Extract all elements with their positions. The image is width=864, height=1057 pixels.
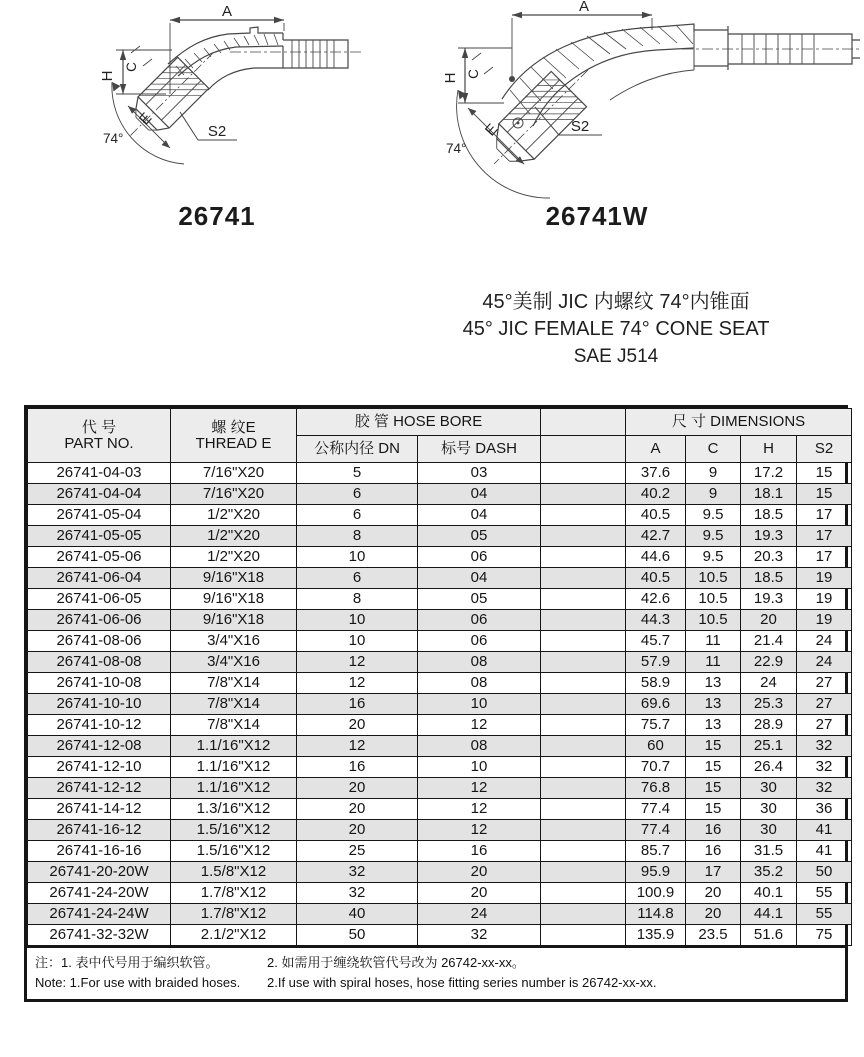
cell-dim-a: 77.4 bbox=[626, 799, 686, 820]
table-row bbox=[28, 463, 852, 484]
footnotes bbox=[27, 946, 845, 999]
cell-dim-a: 58.9 bbox=[626, 673, 686, 694]
cell-thread: 2.1/2"X12 bbox=[171, 925, 297, 946]
cell-dash: 10 bbox=[418, 757, 541, 778]
table-row bbox=[28, 526, 852, 547]
cell-dash: 03 bbox=[418, 463, 541, 484]
model-label-26741w: 26741W bbox=[545, 201, 649, 231]
header-dimensions: 尺 寸 DIMENSIONS bbox=[626, 409, 852, 436]
cell-dim-s2: 41 bbox=[797, 820, 852, 841]
cell-part-no: 26741-12-12 bbox=[28, 778, 171, 799]
cell-dim-c: 9.5 bbox=[686, 526, 741, 547]
cell-dash: 08 bbox=[418, 652, 541, 673]
cell-dim-c: 20 bbox=[686, 883, 741, 904]
table-row bbox=[28, 673, 852, 694]
cell-dim-a: 135.9 bbox=[626, 925, 686, 946]
cell-part-no: 26741-20-20W bbox=[28, 862, 171, 883]
cell-dim-s2: 55 bbox=[797, 904, 852, 925]
cell-dim-s2: 17 bbox=[797, 547, 852, 568]
cell-dim-c: 15 bbox=[686, 778, 741, 799]
cell-dash: 32 bbox=[418, 925, 541, 946]
cell-part-no: 26741-10-12 bbox=[28, 715, 171, 736]
footnote-cn bbox=[35, 953, 837, 973]
cell-dash: 04 bbox=[418, 568, 541, 589]
cell-dim-s2: 15 bbox=[797, 484, 852, 505]
cell-dim-s2: 32 bbox=[797, 736, 852, 757]
table-row bbox=[28, 484, 852, 505]
cell-dim-h: 30 bbox=[741, 799, 797, 820]
footnote-en bbox=[35, 973, 837, 993]
cell-thread: 1.1/16"X12 bbox=[171, 778, 297, 799]
dim-label-e: E bbox=[135, 109, 156, 129]
cell-dn: 10 bbox=[297, 547, 418, 568]
cell-dim-h: 40.1 bbox=[741, 883, 797, 904]
cell-dim-a: 60 bbox=[626, 736, 686, 757]
cell-part-no: 26741-06-04 bbox=[28, 568, 171, 589]
cell-dim-s2: 50 bbox=[797, 862, 852, 883]
cell-dim-s2: 32 bbox=[797, 778, 852, 799]
table-row bbox=[28, 589, 852, 610]
header-row-1 bbox=[28, 409, 852, 436]
cell-thread: 3/4"X16 bbox=[171, 631, 297, 652]
cell-part-no: 26741-05-05 bbox=[28, 526, 171, 547]
cell-dim-a: 37.6 bbox=[626, 463, 686, 484]
fitting-outline-26741 bbox=[112, 20, 362, 164]
cell-spacer bbox=[541, 862, 626, 883]
cell-spacer bbox=[541, 526, 626, 547]
cell-thread: 7/8"X14 bbox=[171, 715, 297, 736]
cell-spacer bbox=[541, 547, 626, 568]
cell-part-no: 26741-04-04 bbox=[28, 484, 171, 505]
cell-dim-a: 44.3 bbox=[626, 610, 686, 631]
cell-dim-h: 18.5 bbox=[741, 505, 797, 526]
cell-spacer bbox=[541, 463, 626, 484]
dim-label-a: A bbox=[221, 3, 233, 20]
cell-part-no: 26741-05-06 bbox=[28, 547, 171, 568]
cell-dash: 06 bbox=[418, 631, 541, 652]
cell-dn: 12 bbox=[297, 673, 418, 694]
cell-dim-h: 17.2 bbox=[741, 463, 797, 484]
cell-dash: 06 bbox=[418, 547, 541, 568]
cell-dim-c: 16 bbox=[686, 820, 741, 841]
cell-thread: 1.5/16"X12 bbox=[171, 820, 297, 841]
cell-dn: 25 bbox=[297, 841, 418, 862]
cell-thread: 1.1/16"X12 bbox=[171, 736, 297, 757]
cell-dim-a: 44.6 bbox=[626, 547, 686, 568]
cell-spacer bbox=[541, 925, 626, 946]
cell-dim-s2: 55 bbox=[797, 883, 852, 904]
cell-dim-c: 15 bbox=[686, 757, 741, 778]
cell-dim-a: 75.7 bbox=[626, 715, 686, 736]
cell-dim-a: 95.9 bbox=[626, 862, 686, 883]
cell-dash: 20 bbox=[418, 862, 541, 883]
cell-dn: 20 bbox=[297, 799, 418, 820]
footnote-en-1: Note: 1.For use with braided hoses. bbox=[35, 974, 241, 990]
cell-dn: 8 bbox=[297, 526, 418, 547]
table-row bbox=[28, 757, 852, 778]
cell-thread: 1.3/16"X12 bbox=[171, 799, 297, 820]
cell-dn: 40 bbox=[297, 904, 418, 925]
cell-spacer bbox=[541, 883, 626, 904]
cell-part-no: 26741-05-04 bbox=[28, 505, 171, 526]
cell-part-no: 26741-12-08 bbox=[28, 736, 171, 757]
table-row bbox=[28, 736, 852, 757]
cell-dim-c: 9.5 bbox=[686, 547, 741, 568]
header-spacer bbox=[541, 409, 626, 436]
cell-spacer bbox=[541, 505, 626, 526]
cell-thread: 1.7/8"X12 bbox=[171, 904, 297, 925]
dim-label-a: A bbox=[578, 0, 590, 15]
cell-dim-h: 19.3 bbox=[741, 526, 797, 547]
cell-spacer bbox=[541, 799, 626, 820]
header-thread-cn: 螺 纹E bbox=[211, 418, 256, 436]
cell-thread: 3/4"X16 bbox=[171, 652, 297, 673]
cell-dim-s2: 19 bbox=[797, 610, 852, 631]
cell-dn: 20 bbox=[297, 715, 418, 736]
cell-part-no: 26741-32-32W bbox=[28, 925, 171, 946]
cell-dn: 20 bbox=[297, 778, 418, 799]
header-hose-bore: 胶 管 HOSE BORE bbox=[297, 409, 541, 436]
cell-part-no: 26741-04-03 bbox=[28, 463, 171, 484]
cell-dn: 5 bbox=[297, 463, 418, 484]
cell-dim-c: 11 bbox=[686, 631, 741, 652]
cell-thread: 9/16"X18 bbox=[171, 568, 297, 589]
cell-dim-c: 9 bbox=[686, 484, 741, 505]
title-block bbox=[430, 289, 802, 370]
header-thread bbox=[171, 409, 297, 463]
cell-spacer bbox=[541, 778, 626, 799]
cell-dim-s2: 75 bbox=[797, 925, 852, 946]
cell-dn: 20 bbox=[297, 820, 418, 841]
header-spacer bbox=[541, 436, 626, 463]
footnote-en-2: 2.If use with spiral hoses, hose fitting series number is 26742-xx-xx. bbox=[267, 974, 657, 990]
cell-thread: 9/16"X18 bbox=[171, 589, 297, 610]
table-row bbox=[28, 799, 852, 820]
cell-dim-c: 9 bbox=[686, 463, 741, 484]
cell-dim-s2: 19 bbox=[797, 589, 852, 610]
dim-label-h: H bbox=[99, 70, 116, 82]
cell-dim-c: 20 bbox=[686, 904, 741, 925]
cell-part-no: 26741-16-12 bbox=[28, 820, 171, 841]
cell-dim-a: 40.5 bbox=[626, 568, 686, 589]
cell-dim-h: 25.1 bbox=[741, 736, 797, 757]
cell-dim-s2: 17 bbox=[797, 526, 852, 547]
fitting-outline-26741w bbox=[457, 15, 860, 198]
cell-dim-c: 17 bbox=[686, 862, 741, 883]
cell-dim-h: 30 bbox=[741, 778, 797, 799]
cell-dim-c: 9.5 bbox=[686, 505, 741, 526]
cell-dim-c: 10.5 bbox=[686, 610, 741, 631]
cell-dim-a: 40.2 bbox=[626, 484, 686, 505]
dim-label-h: H bbox=[442, 72, 459, 84]
cell-dim-a: 100.9 bbox=[626, 883, 686, 904]
cell-dim-s2: 32 bbox=[797, 757, 852, 778]
cell-dash: 06 bbox=[418, 610, 541, 631]
header-dim-h: H bbox=[741, 436, 797, 463]
cell-dash: 16 bbox=[418, 841, 541, 862]
cell-spacer bbox=[541, 841, 626, 862]
cell-dn: 6 bbox=[297, 568, 418, 589]
cell-spacer bbox=[541, 694, 626, 715]
cell-dim-s2: 24 bbox=[797, 652, 852, 673]
cell-dim-s2: 19 bbox=[797, 568, 852, 589]
cell-dash: 12 bbox=[418, 715, 541, 736]
cell-dash: 12 bbox=[418, 799, 541, 820]
cell-thread: 1.7/8"X12 bbox=[171, 883, 297, 904]
table-row bbox=[28, 904, 852, 925]
cell-spacer bbox=[541, 652, 626, 673]
cell-thread: 9/16"X18 bbox=[171, 610, 297, 631]
header-part-cn: 代 号 bbox=[81, 418, 117, 436]
table-row bbox=[28, 505, 852, 526]
cell-dim-a: 45.7 bbox=[626, 631, 686, 652]
cell-part-no: 26741-08-08 bbox=[28, 652, 171, 673]
cell-thread: 7/8"X14 bbox=[171, 694, 297, 715]
cell-dim-a: 70.7 bbox=[626, 757, 686, 778]
cell-thread: 7/16"X20 bbox=[171, 484, 297, 505]
cell-thread: 1.5/8"X12 bbox=[171, 862, 297, 883]
cell-dim-c: 15 bbox=[686, 736, 741, 757]
cell-thread: 1.5/16"X12 bbox=[171, 841, 297, 862]
cell-thread: 1/2"X20 bbox=[171, 526, 297, 547]
cell-dim-h: 24 bbox=[741, 673, 797, 694]
cell-dn: 50 bbox=[297, 925, 418, 946]
cell-dn: 6 bbox=[297, 484, 418, 505]
cell-dim-a: 114.8 bbox=[626, 904, 686, 925]
cell-spacer bbox=[541, 736, 626, 757]
cell-dn: 6 bbox=[297, 505, 418, 526]
table-row bbox=[28, 883, 852, 904]
cell-thread: 1/2"X20 bbox=[171, 505, 297, 526]
footnote-cn-2: 2. 如需用于缠绕软管代号改为 26742-xx-xx。 bbox=[267, 955, 525, 970]
spec-table bbox=[27, 408, 852, 946]
header-dim-c: C bbox=[686, 436, 741, 463]
header-dim-a: A bbox=[626, 436, 686, 463]
cell-part-no: 26741-14-12 bbox=[28, 799, 171, 820]
cell-dim-a: 57.9 bbox=[626, 652, 686, 673]
cell-spacer bbox=[541, 757, 626, 778]
cell-spacer bbox=[541, 715, 626, 736]
cell-spacer bbox=[541, 820, 626, 841]
table-row bbox=[28, 652, 852, 673]
cell-dn: 32 bbox=[297, 862, 418, 883]
dim-label-s2: S2 bbox=[207, 123, 227, 140]
cell-dim-h: 21.4 bbox=[741, 631, 797, 652]
dim-label-c: C bbox=[466, 69, 481, 79]
cell-dim-a: 85.7 bbox=[626, 841, 686, 862]
cell-part-no: 26741-24-24W bbox=[28, 904, 171, 925]
table-row bbox=[28, 841, 852, 862]
cell-dash: 08 bbox=[418, 673, 541, 694]
spec-table-frame bbox=[24, 405, 848, 1002]
cell-dim-h: 51.6 bbox=[741, 925, 797, 946]
cell-dash: 08 bbox=[418, 736, 541, 757]
table-row bbox=[28, 694, 852, 715]
dim-label-s2: S2 bbox=[570, 118, 590, 135]
cell-spacer bbox=[541, 631, 626, 652]
table-row bbox=[28, 778, 852, 799]
cell-spacer bbox=[541, 484, 626, 505]
table-row bbox=[28, 925, 852, 946]
cell-dim-h: 22.9 bbox=[741, 652, 797, 673]
cell-dim-s2: 27 bbox=[797, 694, 852, 715]
cell-dim-a: 76.8 bbox=[626, 778, 686, 799]
cell-dim-c: 13 bbox=[686, 715, 741, 736]
cell-spacer bbox=[541, 568, 626, 589]
cell-dash: 12 bbox=[418, 820, 541, 841]
cell-dim-s2: 17 bbox=[797, 505, 852, 526]
footnote-cn-1: 注：1. 表中代号用于编织软管。 bbox=[35, 955, 219, 970]
cell-thread: 1/2"X20 bbox=[171, 547, 297, 568]
cell-thread: 7/8"X14 bbox=[171, 673, 297, 694]
cell-dim-h: 19.3 bbox=[741, 589, 797, 610]
cell-dim-h: 18.1 bbox=[741, 484, 797, 505]
cell-dash: 05 bbox=[418, 526, 541, 547]
header-thread-en: THREAD E bbox=[195, 434, 272, 452]
cell-part-no: 26741-16-16 bbox=[28, 841, 171, 862]
cell-dim-h: 25.3 bbox=[741, 694, 797, 715]
cell-spacer bbox=[541, 589, 626, 610]
cell-dn: 12 bbox=[297, 652, 418, 673]
cell-dim-h: 20 bbox=[741, 610, 797, 631]
cell-dim-c: 15 bbox=[686, 799, 741, 820]
cell-dim-c: 23.5 bbox=[686, 925, 741, 946]
cell-dim-h: 28.9 bbox=[741, 715, 797, 736]
cell-dn: 10 bbox=[297, 610, 418, 631]
header-dash: 标号 DASH bbox=[418, 436, 541, 463]
model-label-26741: 26741 bbox=[178, 201, 256, 231]
cell-dash: 24 bbox=[418, 904, 541, 925]
cell-dim-h: 44.1 bbox=[741, 904, 797, 925]
cell-dim-a: 69.6 bbox=[626, 694, 686, 715]
cell-part-no: 26741-12-10 bbox=[28, 757, 171, 778]
cell-dn: 32 bbox=[297, 883, 418, 904]
cell-part-no: 26741-06-05 bbox=[28, 589, 171, 610]
cell-dash: 10 bbox=[418, 694, 541, 715]
header-dim-s2: S2 bbox=[797, 436, 852, 463]
cell-dash: 05 bbox=[418, 589, 541, 610]
cell-spacer bbox=[541, 904, 626, 925]
header-dn: 公称内径 DN bbox=[297, 436, 418, 463]
dim-label-e: E bbox=[481, 120, 502, 140]
cell-dim-s2: 15 bbox=[797, 463, 852, 484]
dimension-arrows-26741 bbox=[112, 17, 284, 148]
cell-dim-c: 11 bbox=[686, 652, 741, 673]
cell-dn: 16 bbox=[297, 694, 418, 715]
table-row bbox=[28, 568, 852, 589]
cell-dim-a: 40.5 bbox=[626, 505, 686, 526]
cell-dim-h: 30 bbox=[741, 820, 797, 841]
cell-part-no: 26741-10-08 bbox=[28, 673, 171, 694]
cell-dash: 04 bbox=[418, 484, 541, 505]
cell-dim-h: 35.2 bbox=[741, 862, 797, 883]
cell-dn: 8 bbox=[297, 589, 418, 610]
cell-dim-s2: 27 bbox=[797, 673, 852, 694]
header-part-no bbox=[28, 409, 171, 463]
cell-spacer bbox=[541, 610, 626, 631]
cell-dim-a: 77.4 bbox=[626, 820, 686, 841]
cell-dim-c: 10.5 bbox=[686, 568, 741, 589]
cell-dim-s2: 41 bbox=[797, 841, 852, 862]
cell-dim-h: 31.5 bbox=[741, 841, 797, 862]
cell-part-no: 26741-06-06 bbox=[28, 610, 171, 631]
cell-part-no: 26741-10-10 bbox=[28, 694, 171, 715]
dim-label-angle: 74° bbox=[446, 141, 467, 156]
cell-dim-a: 42.7 bbox=[626, 526, 686, 547]
cell-dim-a: 42.6 bbox=[626, 589, 686, 610]
cell-dim-c: 10.5 bbox=[686, 589, 741, 610]
cell-thread: 7/16"X20 bbox=[171, 463, 297, 484]
cell-dn: 16 bbox=[297, 757, 418, 778]
title-en: 45° JIC FEMALE 74° CONE SEAT bbox=[462, 318, 770, 340]
cell-dim-h: 18.5 bbox=[741, 568, 797, 589]
header-part-en: PART NO. bbox=[64, 434, 134, 452]
dim-label-angle: 74° bbox=[103, 131, 124, 146]
table-row bbox=[28, 610, 852, 631]
title-standard: SAE J514 bbox=[573, 346, 659, 367]
cell-dash: 04 bbox=[418, 505, 541, 526]
table-row bbox=[28, 547, 852, 568]
cell-part-no: 26741-08-06 bbox=[28, 631, 171, 652]
cell-thread: 1.1/16"X12 bbox=[171, 757, 297, 778]
cell-dash: 20 bbox=[418, 883, 541, 904]
cell-dim-c: 16 bbox=[686, 841, 741, 862]
dimension-arrows-26741w bbox=[458, 12, 652, 164]
cell-dim-h: 26.4 bbox=[741, 757, 797, 778]
cell-part-no: 26741-24-20W bbox=[28, 883, 171, 904]
table-row bbox=[28, 862, 852, 883]
cell-dim-s2: 24 bbox=[797, 631, 852, 652]
cell-dn: 10 bbox=[297, 631, 418, 652]
table-row bbox=[28, 715, 852, 736]
title-cn: 45°美制 JIC 内螺纹 74°内锥面 bbox=[482, 291, 750, 313]
table-row bbox=[28, 631, 852, 652]
cell-dim-c: 13 bbox=[686, 673, 741, 694]
cell-dim-c: 13 bbox=[686, 694, 741, 715]
cell-dim-s2: 27 bbox=[797, 715, 852, 736]
cell-dash: 12 bbox=[418, 778, 541, 799]
cell-spacer bbox=[541, 673, 626, 694]
cell-dn: 12 bbox=[297, 736, 418, 757]
table-row bbox=[28, 820, 852, 841]
cell-dim-s2: 36 bbox=[797, 799, 852, 820]
cell-dim-h: 20.3 bbox=[741, 547, 797, 568]
dim-label-c: C bbox=[124, 62, 139, 72]
